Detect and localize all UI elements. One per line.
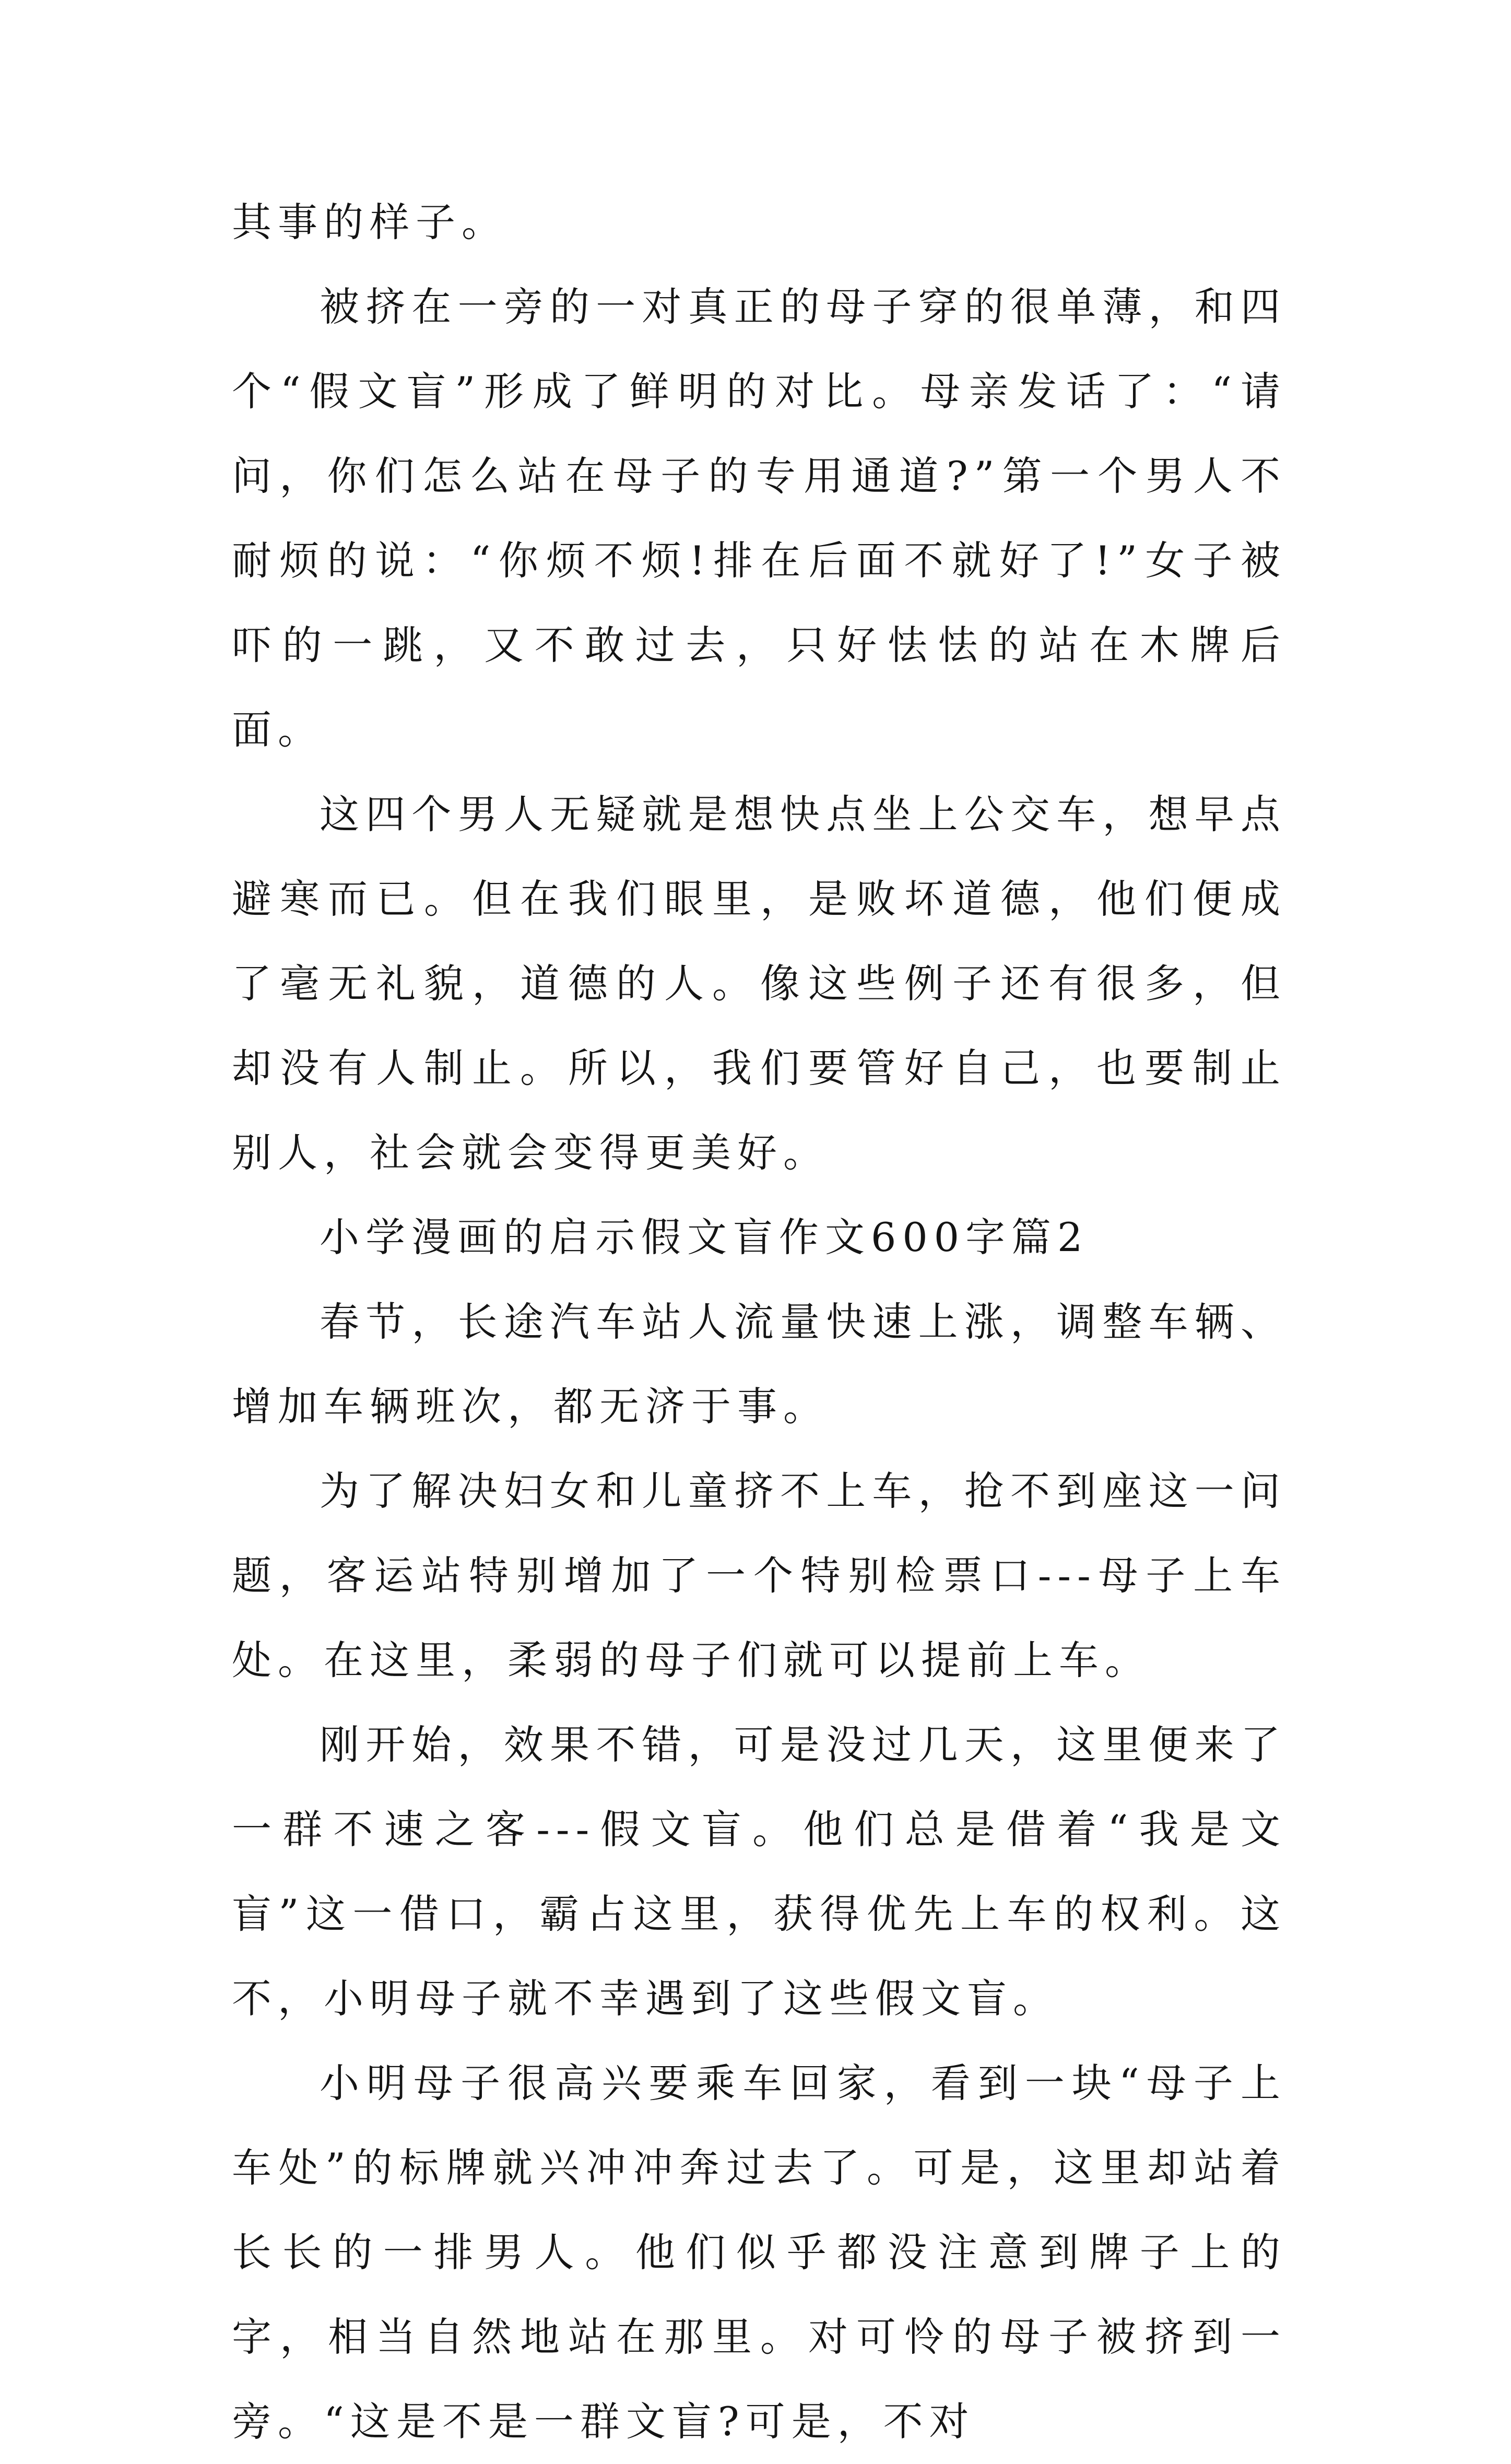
document-body <box>232 180 1286 2464</box>
paragraph: 为了解决妇女和儿童挤不上车，抢不到座这一问题，客运站特别增加了一个特别检票口---母子上车处。在这里，柔弱的母子们就可以提前上车。 <box>232 1468 1286 1683</box>
paragraph: 被挤在一旁的一对真正的母子穿的很单薄，和四个“假文盲”形成了鲜明的对比。母亲发话了：“请问，你们怎么站在母子的专用通道?”第一个男人不耐烦的说：“你烦不烦!排在后面不就好了!”女子被吓的一跳，又不敢过去，只好怯怯的站在木牌后面。 <box>232 284 1286 753</box>
paragraph: 刚开始，效果不错，可是没过几天，这里便来了一群不速之客---假文盲。他们总是借着“我是文盲”这一借口，霸占这里，获得优先上车的权利。这不，小明母子就不幸遇到了这些假文盲。 <box>232 1722 1286 2022</box>
paragraph: 春节，长途汽车站人流量快速上涨，调整车辆、增加车辆班次，都无济于事。 <box>232 1299 1286 1430</box>
section-heading: 小学漫画的启示假文盲作文600字篇2 <box>320 1214 1089 1260</box>
paragraph: 小明母子很高兴要乘车回家，看到一块“母子上车处”的标牌就兴冲冲奔过去了。可是，这里却站着长长的一排男人。他们似乎都没注意到牌子上的字，相当自然地站在那里。对可怜的母子被挤到一旁。“这是不是一群文盲?可是，不对 <box>232 2060 1286 2445</box>
paragraph-continuation: 其事的样子。 <box>232 199 507 245</box>
paragraph: 这四个男人无疑就是想快点坐上公交车，想早点避寒而已。但在我们眼里，是败坏道德，他们便成了毫无礼貌，道德的人。像这些例子还有很多，但却没有人制止。所以，我们要管好自己，也要制止别人，社会就会变得更美好。 <box>232 791 1286 1176</box>
